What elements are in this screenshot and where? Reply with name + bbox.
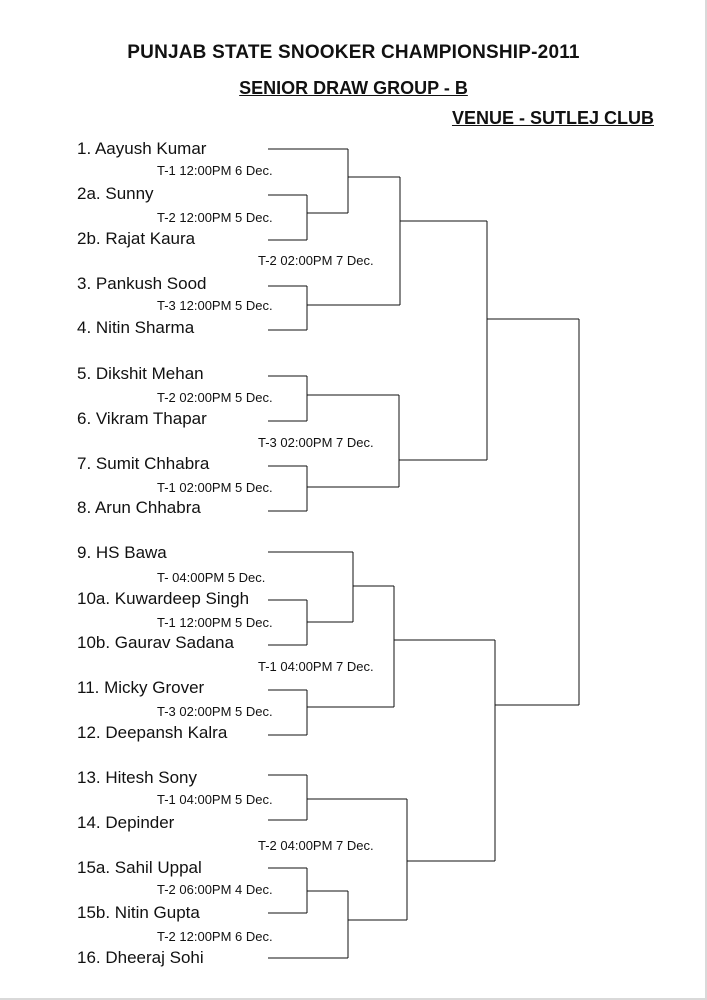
- player-entry: 12. Deepansh Kalra: [77, 723, 228, 742]
- player-entry: 4. Nitin Sharma: [77, 318, 195, 337]
- player-entry: 6. Vikram Thapar: [77, 409, 207, 428]
- player-entry: 2a. Sunny: [77, 184, 154, 203]
- match-schedule-label: T-1 02:00PM 5 Dec.: [157, 480, 273, 495]
- match-schedule-label: T-3 12:00PM 5 Dec.: [157, 298, 273, 313]
- player-entry: 15b. Nitin Gupta: [77, 903, 200, 922]
- player-entry: 10b. Gaurav Sadana: [77, 633, 234, 652]
- player-entry: 11. Micky Grover: [77, 678, 205, 697]
- player-entry: 2b. Rajat Kaura: [77, 229, 196, 248]
- player-entry: 15a. Sahil Uppal: [77, 858, 202, 877]
- match-schedule-label: T-1 12:00PM 6 Dec.: [157, 163, 273, 178]
- player-entry: 3. Pankush Sood: [77, 274, 207, 293]
- match-schedule-label: T-3 02:00PM 5 Dec.: [157, 704, 273, 719]
- player-entry: 13. Hitesh Sony: [77, 768, 198, 787]
- match-schedule-label: T-2 04:00PM 7 Dec.: [258, 838, 374, 853]
- match-schedule-label: T-1 12:00PM 5 Dec.: [157, 615, 273, 630]
- match-schedule-label: T- 04:00PM 5 Dec.: [157, 570, 266, 585]
- match-schedule-label: T-3 02:00PM 7 Dec.: [258, 435, 374, 450]
- match-schedule-label: T-2 02:00PM 7 Dec.: [258, 253, 374, 268]
- match-schedule-label: T-1 04:00PM 7 Dec.: [258, 659, 374, 674]
- player-entry: 10a. Kuwardeep Singh: [77, 589, 250, 608]
- match-schedule-label: T-2 12:00PM 6 Dec.: [157, 929, 273, 944]
- player-entry: 5. Dikshit Mehan: [77, 364, 204, 383]
- match-schedule-label: T-2 06:00PM 4 Dec.: [157, 882, 273, 897]
- player-entry: 7. Sumit Chhabra: [77, 454, 210, 473]
- player-entry: 1. Aayush Kumar: [77, 139, 207, 158]
- player-entry: 8. Arun Chhabra: [77, 498, 201, 517]
- match-schedule-label: T-2 02:00PM 5 Dec.: [157, 390, 273, 405]
- match-schedule-label: T-2 12:00PM 5 Dec.: [157, 210, 273, 225]
- player-entry: 16. Dheeraj Sohi: [77, 948, 204, 967]
- page-title: PUNJAB STATE SNOOKER CHAMPIONSHIP-2011: [127, 42, 580, 63]
- venue-heading: VENUE - SUTLEJ CLUB: [451, 108, 654, 128]
- player-entry: 9. HS Bawa: [77, 543, 167, 562]
- player-entry: 14. Depinder: [77, 813, 175, 832]
- match-schedule-label: T-1 04:00PM 5 Dec.: [157, 792, 273, 807]
- draw-group-heading: SENIOR DRAW GROUP - B: [239, 78, 468, 98]
